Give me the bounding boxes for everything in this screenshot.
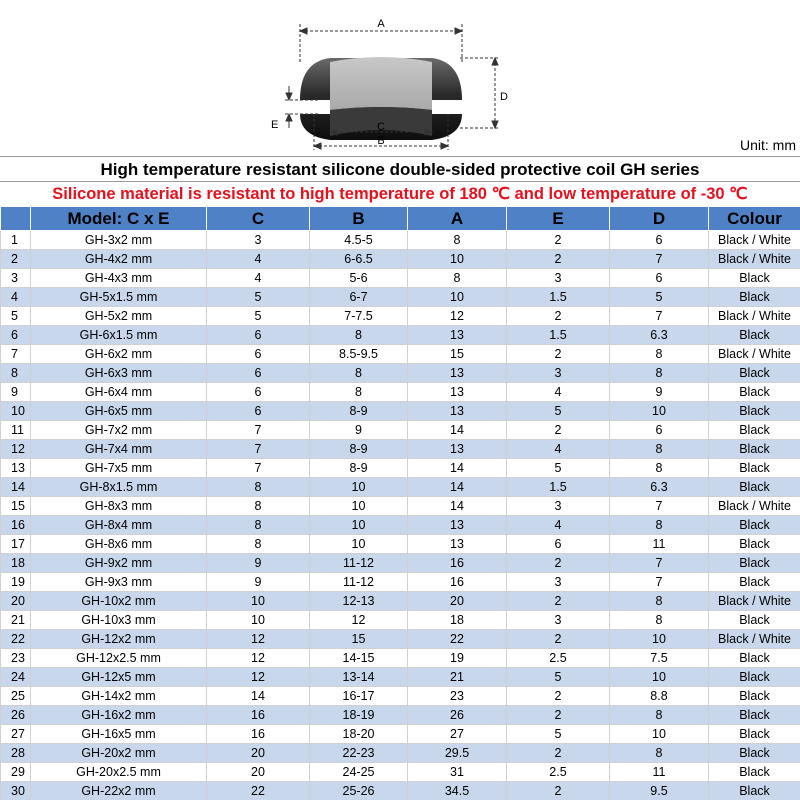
cell-b: 6-7 bbox=[310, 288, 408, 307]
cell-model: GH-9x2 mm bbox=[31, 554, 207, 573]
cell-index: 25 bbox=[1, 687, 31, 706]
cell-a: 31 bbox=[408, 763, 507, 782]
cell-colour: Black bbox=[709, 782, 800, 800]
cell-colour: Black bbox=[709, 383, 800, 402]
table-row bbox=[1, 554, 800, 573]
table-row bbox=[1, 364, 800, 383]
table-row bbox=[1, 706, 800, 725]
cell-index: 21 bbox=[1, 611, 31, 630]
cell-model: GH-22x2 mm bbox=[31, 782, 207, 800]
cell-a: 10 bbox=[408, 288, 507, 307]
cell-e: 3 bbox=[507, 269, 610, 288]
cell-b: 10 bbox=[310, 535, 408, 554]
cell-c: 3 bbox=[207, 231, 310, 250]
table-header-row bbox=[1, 207, 800, 231]
cell-d: 8.8 bbox=[610, 687, 709, 706]
spec-table bbox=[0, 206, 800, 800]
cell-c: 16 bbox=[207, 706, 310, 725]
cell-e: 5 bbox=[507, 459, 610, 478]
cell-index: 1 bbox=[1, 231, 31, 250]
cell-b: 11-12 bbox=[310, 573, 408, 592]
cell-c: 6 bbox=[207, 402, 310, 421]
cell-d: 10 bbox=[610, 725, 709, 744]
cell-colour: Black bbox=[709, 516, 800, 535]
cell-b: 18-20 bbox=[310, 725, 408, 744]
cell-e: 4 bbox=[507, 516, 610, 535]
cell-c: 14 bbox=[207, 687, 310, 706]
cell-index: 23 bbox=[1, 649, 31, 668]
table-row bbox=[1, 402, 800, 421]
cell-e: 2 bbox=[507, 706, 610, 725]
cell-colour: Black bbox=[709, 421, 800, 440]
cell-b: 10 bbox=[310, 478, 408, 497]
cell-e: 5 bbox=[507, 725, 610, 744]
cell-a: 16 bbox=[408, 554, 507, 573]
cell-b: 8-9 bbox=[310, 459, 408, 478]
cell-index: 27 bbox=[1, 725, 31, 744]
cell-b: 22-23 bbox=[310, 744, 408, 763]
cell-b: 10 bbox=[310, 497, 408, 516]
cell-index: 3 bbox=[1, 269, 31, 288]
cell-model: GH-8x3 mm bbox=[31, 497, 207, 516]
cell-e: 2.5 bbox=[507, 763, 610, 782]
dimension-d-label: D bbox=[500, 91, 508, 103]
header-model: Model: C x E bbox=[31, 207, 207, 231]
cell-index: 4 bbox=[1, 288, 31, 307]
cell-e: 2 bbox=[507, 307, 610, 326]
cell-c: 8 bbox=[207, 478, 310, 497]
cell-d: 10 bbox=[610, 668, 709, 687]
cell-model: GH-9x3 mm bbox=[31, 573, 207, 592]
cell-c: 4 bbox=[207, 269, 310, 288]
cell-model: GH-6x3 mm bbox=[31, 364, 207, 383]
cell-c: 8 bbox=[207, 535, 310, 554]
grommet-diagram-area bbox=[0, 0, 800, 157]
cell-e: 2 bbox=[507, 592, 610, 611]
cell-c: 9 bbox=[207, 554, 310, 573]
cell-e: 2 bbox=[507, 687, 610, 706]
cell-colour: Black bbox=[709, 269, 800, 288]
table-row bbox=[1, 440, 800, 459]
cell-colour: Black / White bbox=[709, 231, 800, 250]
cell-colour: Black / White bbox=[709, 345, 800, 364]
cell-index: 10 bbox=[1, 402, 31, 421]
cell-model: GH-10x3 mm bbox=[31, 611, 207, 630]
cell-e: 6 bbox=[507, 535, 610, 554]
cell-c: 10 bbox=[207, 592, 310, 611]
table-row bbox=[1, 478, 800, 497]
dimension-b-label: B bbox=[377, 135, 385, 147]
cell-index: 20 bbox=[1, 592, 31, 611]
cell-d: 8 bbox=[610, 459, 709, 478]
cell-b: 10 bbox=[310, 516, 408, 535]
cell-d: 8 bbox=[610, 611, 709, 630]
dimension-e-label: E bbox=[271, 119, 279, 131]
cell-index: 11 bbox=[1, 421, 31, 440]
cell-colour: Black bbox=[709, 611, 800, 630]
cell-e: 2 bbox=[507, 421, 610, 440]
cell-a: 14 bbox=[408, 478, 507, 497]
cell-d: 8 bbox=[610, 706, 709, 725]
cell-model: GH-16x5 mm bbox=[31, 725, 207, 744]
cell-a: 14 bbox=[408, 459, 507, 478]
cell-colour: Black bbox=[709, 326, 800, 345]
cell-a: 23 bbox=[408, 687, 507, 706]
cell-c: 12 bbox=[207, 668, 310, 687]
cell-c: 20 bbox=[207, 763, 310, 782]
cell-b: 13-14 bbox=[310, 668, 408, 687]
cell-d: 6.3 bbox=[610, 326, 709, 345]
cell-a: 15 bbox=[408, 345, 507, 364]
table-row bbox=[1, 231, 800, 250]
cell-index: 29 bbox=[1, 763, 31, 782]
cell-a: 14 bbox=[408, 497, 507, 516]
cell-colour: Black bbox=[709, 706, 800, 725]
cell-d: 7 bbox=[610, 497, 709, 516]
cell-d: 7 bbox=[610, 250, 709, 269]
cell-model: GH-6x1.5 mm bbox=[31, 326, 207, 345]
cell-colour: Black bbox=[709, 554, 800, 573]
table-row bbox=[1, 516, 800, 535]
cell-colour: Black bbox=[709, 535, 800, 554]
cell-model: GH-12x2 mm bbox=[31, 630, 207, 649]
cell-colour: Black / White bbox=[709, 250, 800, 269]
cell-index: 22 bbox=[1, 630, 31, 649]
cell-b: 12-13 bbox=[310, 592, 408, 611]
cell-model: GH-8x1.5 mm bbox=[31, 478, 207, 497]
cell-b: 8 bbox=[310, 326, 408, 345]
cell-model: GH-7x5 mm bbox=[31, 459, 207, 478]
cell-c: 6 bbox=[207, 364, 310, 383]
cell-colour: Black bbox=[709, 744, 800, 763]
header-index bbox=[1, 207, 31, 231]
cell-model: GH-12x2.5 mm bbox=[31, 649, 207, 668]
cell-a: 16 bbox=[408, 573, 507, 592]
cell-d: 10 bbox=[610, 630, 709, 649]
table-body bbox=[1, 231, 800, 800]
cell-d: 11 bbox=[610, 535, 709, 554]
cell-d: 8 bbox=[610, 592, 709, 611]
cell-b: 24-25 bbox=[310, 763, 408, 782]
cell-index: 26 bbox=[1, 706, 31, 725]
cell-c: 7 bbox=[207, 459, 310, 478]
cell-model: GH-12x5 mm bbox=[31, 668, 207, 687]
cell-c: 7 bbox=[207, 440, 310, 459]
table-row bbox=[1, 744, 800, 763]
cell-e: 1.5 bbox=[507, 288, 610, 307]
cell-model: GH-7x2 mm bbox=[31, 421, 207, 440]
cell-index: 6 bbox=[1, 326, 31, 345]
cell-d: 8 bbox=[610, 440, 709, 459]
cell-model: GH-7x4 mm bbox=[31, 440, 207, 459]
cell-e: 2.5 bbox=[507, 649, 610, 668]
cell-b: 5-6 bbox=[310, 269, 408, 288]
cell-d: 9 bbox=[610, 383, 709, 402]
cell-c: 5 bbox=[207, 288, 310, 307]
header-colour: Colour bbox=[709, 207, 800, 231]
cell-model: GH-16x2 mm bbox=[31, 706, 207, 725]
cell-b: 15 bbox=[310, 630, 408, 649]
cell-a: 10 bbox=[408, 250, 507, 269]
cell-e: 3 bbox=[507, 573, 610, 592]
cell-a: 13 bbox=[408, 516, 507, 535]
cell-colour: Black / White bbox=[709, 497, 800, 516]
cell-b: 12 bbox=[310, 611, 408, 630]
cell-index: 5 bbox=[1, 307, 31, 326]
table-row bbox=[1, 725, 800, 744]
cell-b: 8 bbox=[310, 364, 408, 383]
cell-model: GH-8x4 mm bbox=[31, 516, 207, 535]
table-row bbox=[1, 630, 800, 649]
cell-colour: Black / White bbox=[709, 307, 800, 326]
cell-colour: Black bbox=[709, 440, 800, 459]
cell-d: 8 bbox=[610, 516, 709, 535]
cell-index: 28 bbox=[1, 744, 31, 763]
table-row bbox=[1, 459, 800, 478]
cell-e: 4 bbox=[507, 440, 610, 459]
cell-e: 2 bbox=[507, 554, 610, 573]
unit-label: Unit: mm bbox=[740, 137, 796, 153]
cell-a: 13 bbox=[408, 364, 507, 383]
cell-a: 21 bbox=[408, 668, 507, 687]
cell-colour: Black bbox=[709, 687, 800, 706]
cell-a: 8 bbox=[408, 269, 507, 288]
table-row bbox=[1, 763, 800, 782]
cell-model: GH-6x2 mm bbox=[31, 345, 207, 364]
cell-c: 8 bbox=[207, 497, 310, 516]
cell-colour: Black bbox=[709, 573, 800, 592]
cell-model: GH-14x2 mm bbox=[31, 687, 207, 706]
header-a: A bbox=[408, 207, 507, 231]
cell-colour: Black bbox=[709, 668, 800, 687]
cell-colour: Black bbox=[709, 364, 800, 383]
cell-a: 29.5 bbox=[408, 744, 507, 763]
table-row bbox=[1, 345, 800, 364]
cell-a: 26 bbox=[408, 706, 507, 725]
cell-model: GH-6x4 mm bbox=[31, 383, 207, 402]
header-b: B bbox=[310, 207, 408, 231]
table-row bbox=[1, 535, 800, 554]
cell-c: 8 bbox=[207, 516, 310, 535]
cell-index: 2 bbox=[1, 250, 31, 269]
table-row bbox=[1, 326, 800, 345]
cell-colour: Black bbox=[709, 478, 800, 497]
cell-index: 8 bbox=[1, 364, 31, 383]
table-row bbox=[1, 497, 800, 516]
table-row bbox=[1, 307, 800, 326]
cell-a: 13 bbox=[408, 326, 507, 345]
cell-d: 8 bbox=[610, 364, 709, 383]
cell-a: 20 bbox=[408, 592, 507, 611]
page-title: High temperature resistant silicone double-sided protective coil GH series bbox=[0, 158, 800, 182]
table-row bbox=[1, 649, 800, 668]
cell-c: 5 bbox=[207, 307, 310, 326]
cell-index: 16 bbox=[1, 516, 31, 535]
table-row bbox=[1, 250, 800, 269]
cell-e: 3 bbox=[507, 611, 610, 630]
cell-b: 18-19 bbox=[310, 706, 408, 725]
cell-a: 13 bbox=[408, 440, 507, 459]
cell-e: 2 bbox=[507, 250, 610, 269]
cell-d: 11 bbox=[610, 763, 709, 782]
dimension-c-label: C bbox=[377, 121, 385, 133]
cell-d: 8 bbox=[610, 345, 709, 364]
cell-colour: Black bbox=[709, 649, 800, 668]
cell-c: 6 bbox=[207, 383, 310, 402]
cell-e: 1.5 bbox=[507, 478, 610, 497]
header-c: C bbox=[207, 207, 310, 231]
cell-b: 6-6.5 bbox=[310, 250, 408, 269]
cell-e: 2 bbox=[507, 231, 610, 250]
cell-a: 19 bbox=[408, 649, 507, 668]
cell-d: 5 bbox=[610, 288, 709, 307]
cell-colour: Black bbox=[709, 459, 800, 478]
cell-a: 22 bbox=[408, 630, 507, 649]
cell-b: 11-12 bbox=[310, 554, 408, 573]
cell-index: 30 bbox=[1, 782, 31, 800]
cell-model: GH-10x2 mm bbox=[31, 592, 207, 611]
cell-c: 7 bbox=[207, 421, 310, 440]
table-row bbox=[1, 782, 800, 800]
cell-d: 10 bbox=[610, 402, 709, 421]
cell-d: 8 bbox=[610, 744, 709, 763]
cell-c: 16 bbox=[207, 725, 310, 744]
cell-index: 7 bbox=[1, 345, 31, 364]
cell-index: 17 bbox=[1, 535, 31, 554]
cell-colour: Black / White bbox=[709, 630, 800, 649]
cell-a: 12 bbox=[408, 307, 507, 326]
cell-model: GH-6x5 mm bbox=[31, 402, 207, 421]
cell-d: 7.5 bbox=[610, 649, 709, 668]
cell-index: 13 bbox=[1, 459, 31, 478]
cell-b: 16-17 bbox=[310, 687, 408, 706]
cell-a: 13 bbox=[408, 383, 507, 402]
dimension-a-label: A bbox=[377, 18, 385, 30]
cell-model: GH-20x2 mm bbox=[31, 744, 207, 763]
cell-model: GH-3x2 mm bbox=[31, 231, 207, 250]
cell-b: 25-26 bbox=[310, 782, 408, 800]
table-row bbox=[1, 687, 800, 706]
cell-colour: Black / White bbox=[709, 592, 800, 611]
grommet-cross-section-diagram bbox=[0, 0, 800, 157]
cell-d: 6 bbox=[610, 269, 709, 288]
cell-model: GH-8x6 mm bbox=[31, 535, 207, 554]
cell-e: 1.5 bbox=[507, 326, 610, 345]
cell-model: GH-20x2.5 mm bbox=[31, 763, 207, 782]
cell-index: 24 bbox=[1, 668, 31, 687]
cell-d: 6 bbox=[610, 231, 709, 250]
cell-b: 14-15 bbox=[310, 649, 408, 668]
cell-a: 18 bbox=[408, 611, 507, 630]
cell-a: 34.5 bbox=[408, 782, 507, 800]
cell-b: 4.5-5 bbox=[310, 231, 408, 250]
cell-colour: Black bbox=[709, 402, 800, 421]
cell-a: 13 bbox=[408, 402, 507, 421]
cell-b: 8-9 bbox=[310, 402, 408, 421]
cell-e: 3 bbox=[507, 364, 610, 383]
cell-d: 7 bbox=[610, 573, 709, 592]
cell-index: 9 bbox=[1, 383, 31, 402]
cell-b: 9 bbox=[310, 421, 408, 440]
cell-index: 18 bbox=[1, 554, 31, 573]
header-d: D bbox=[610, 207, 709, 231]
cell-d: 7 bbox=[610, 307, 709, 326]
cell-model: GH-4x2 mm bbox=[31, 250, 207, 269]
cell-e: 2 bbox=[507, 782, 610, 800]
cell-b: 7-7.5 bbox=[310, 307, 408, 326]
table-row bbox=[1, 592, 800, 611]
cell-d: 6 bbox=[610, 421, 709, 440]
cell-c: 4 bbox=[207, 250, 310, 269]
cell-e: 3 bbox=[507, 497, 610, 516]
cell-a: 27 bbox=[408, 725, 507, 744]
header-e: E bbox=[507, 207, 610, 231]
cell-model: GH-4x3 mm bbox=[31, 269, 207, 288]
cell-index: 19 bbox=[1, 573, 31, 592]
cell-b: 8 bbox=[310, 383, 408, 402]
cell-a: 13 bbox=[408, 535, 507, 554]
cell-e: 5 bbox=[507, 668, 610, 687]
cell-e: 5 bbox=[507, 402, 610, 421]
cell-model: GH-5x2 mm bbox=[31, 307, 207, 326]
cell-c: 6 bbox=[207, 326, 310, 345]
cell-e: 4 bbox=[507, 383, 610, 402]
table-row bbox=[1, 269, 800, 288]
table-row bbox=[1, 573, 800, 592]
cell-c: 22 bbox=[207, 782, 310, 800]
dimension-d bbox=[460, 58, 500, 128]
table-row bbox=[1, 383, 800, 402]
table-row bbox=[1, 611, 800, 630]
table-row bbox=[1, 288, 800, 307]
cell-c: 20 bbox=[207, 744, 310, 763]
cell-colour: Black bbox=[709, 725, 800, 744]
cell-c: 10 bbox=[207, 611, 310, 630]
cell-model: GH-5x1.5 mm bbox=[31, 288, 207, 307]
page-subtitle: Silicone material is resistant to high temperature of 180 ℃ and low temperature of -30 ℃ bbox=[52, 185, 748, 203]
cell-e: 2 bbox=[507, 744, 610, 763]
cell-d: 9.5 bbox=[610, 782, 709, 800]
cell-c: 12 bbox=[207, 630, 310, 649]
cell-index: 14 bbox=[1, 478, 31, 497]
cell-colour: Black bbox=[709, 288, 800, 307]
cell-a: 8 bbox=[408, 231, 507, 250]
cell-colour: Black bbox=[709, 763, 800, 782]
table-row bbox=[1, 421, 800, 440]
cell-a: 14 bbox=[408, 421, 507, 440]
table-row bbox=[1, 668, 800, 687]
cell-b: 8.5-9.5 bbox=[310, 345, 408, 364]
cell-index: 12 bbox=[1, 440, 31, 459]
cell-c: 6 bbox=[207, 345, 310, 364]
cell-index: 15 bbox=[1, 497, 31, 516]
cell-c: 9 bbox=[207, 573, 310, 592]
cell-e: 2 bbox=[507, 630, 610, 649]
cell-b: 8-9 bbox=[310, 440, 408, 459]
cell-d: 7 bbox=[610, 554, 709, 573]
cell-c: 12 bbox=[207, 649, 310, 668]
cell-e: 2 bbox=[507, 345, 610, 364]
cell-d: 6.3 bbox=[610, 478, 709, 497]
